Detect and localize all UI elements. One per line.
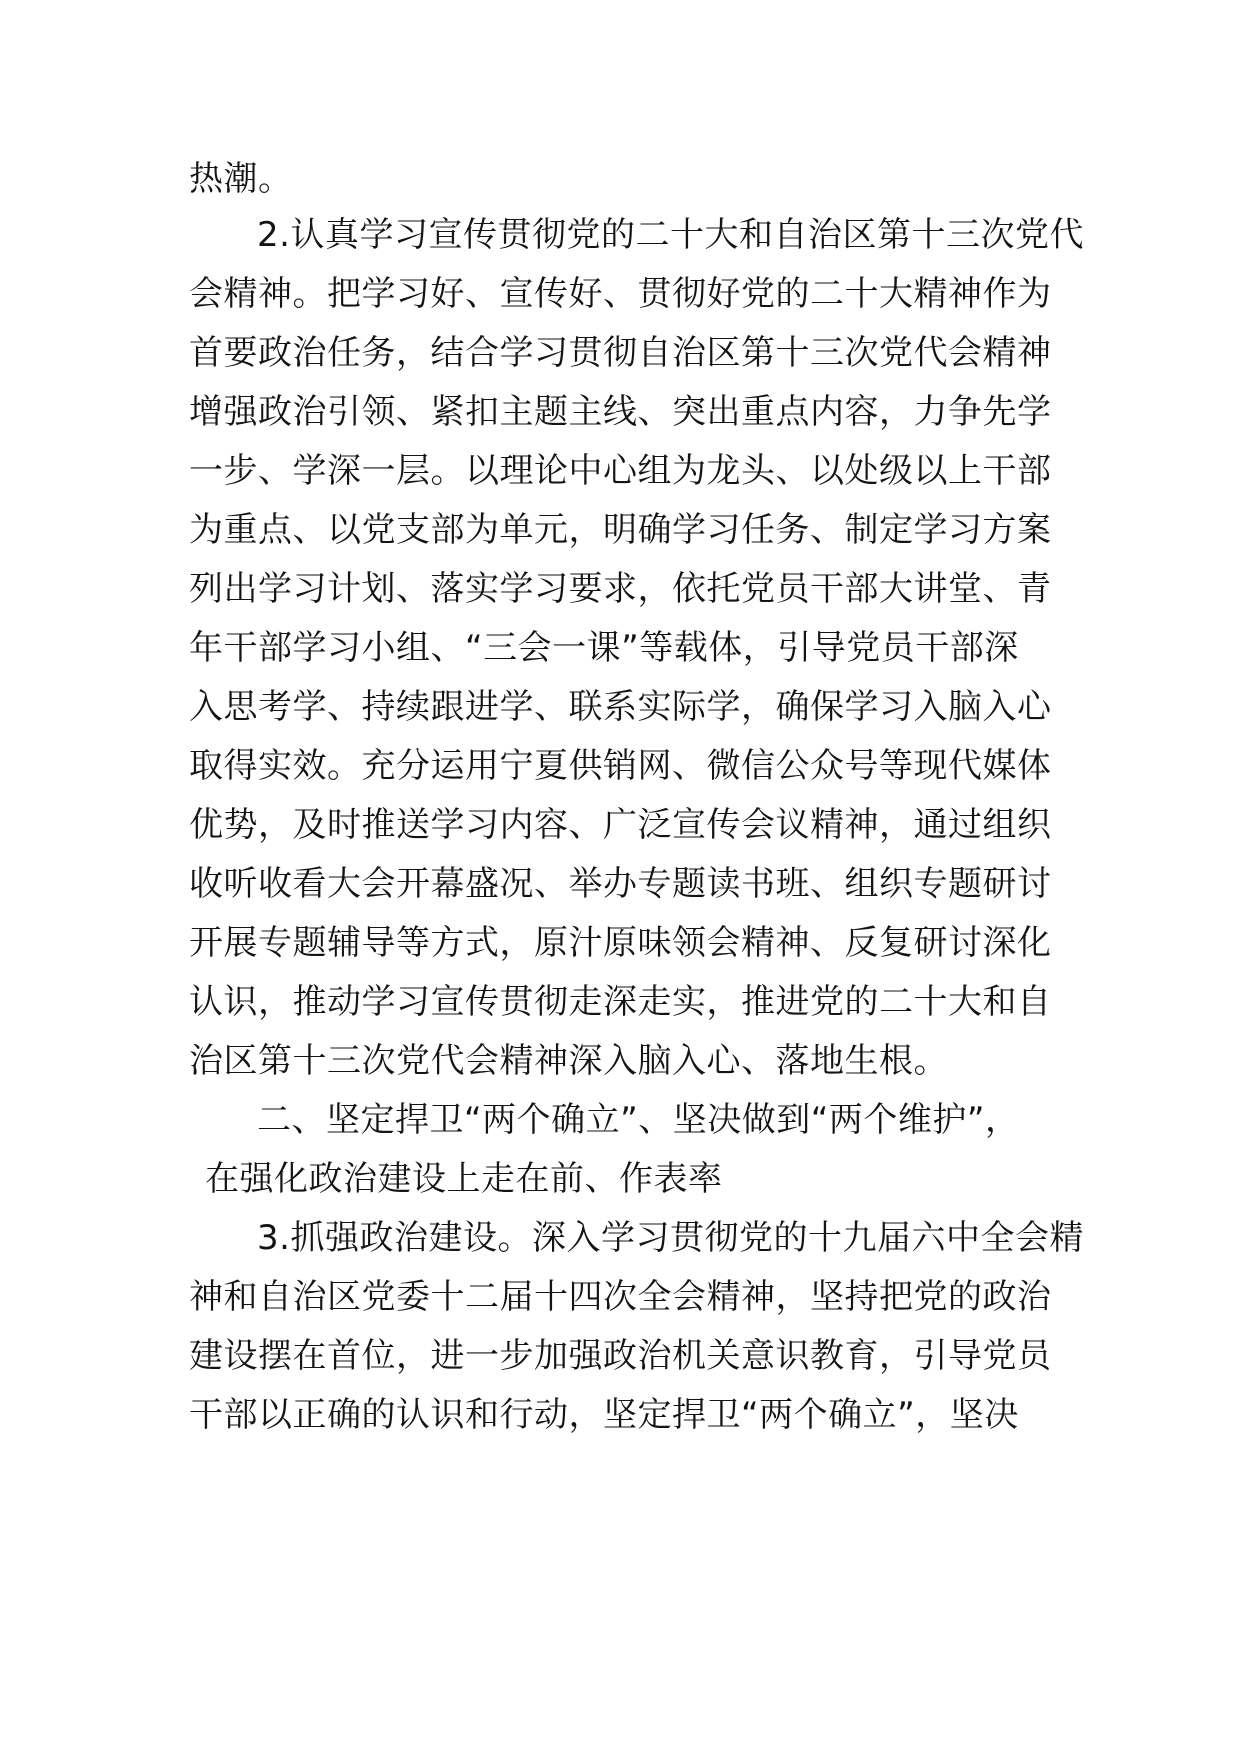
text-line-22: 干部以正确的认识和行动，坚定捍卫“两个确立”，坚决 <box>189 1395 1019 1435</box>
text-line-7: 为重点、以党支部为单元，明确学习任务、制定学习方案 <box>189 510 1052 550</box>
paragraph-2-heading-line: 2.认真学习宣传贯彻党的二十大和自治区第十三次党代 <box>257 215 1084 255</box>
text-line-6: 一步、学深一层。以理论中心组为龙头、以处级以上干部 <box>189 451 1052 491</box>
paragraph-3-heading-line: 3.抓强政治建设。深入学习贯彻党的十九届六中全会精 <box>257 1218 1084 1258</box>
text-line-5: 增强政治引领、紧扣主题主线、突出重点内容，力争先学 <box>189 392 1052 432</box>
text-line-11: 取得实效。充分运用宁夏供销网、微信公众号等现代媒体 <box>189 746 1052 786</box>
text-line-21: 建设摆在首位，进一步加强政治机关意识教育，引导党员 <box>189 1336 1052 1376</box>
text-line-15: 认识，推动学习宣传贯彻走深走实，推进党的二十大和自 <box>189 982 1052 1022</box>
section-heading-line-1: 二、坚定捍卫“两个确立”、坚决做到“两个维护”， <box>257 1100 1020 1140</box>
text-line-8: 列出学习计划、落实学习要求，依托党员干部大讲堂、青 <box>189 569 1052 609</box>
text-line-12: 优势，及时推送学习内容、广泛宣传会议精神，通过组织 <box>189 805 1052 845</box>
text-line-9: 年干部学习小组、“三会一课”等载体，引导党员干部深 <box>189 628 1019 668</box>
text-line-16: 治区第十三次党代会精神深入脑入心、落地生根。 <box>189 1041 948 1081</box>
text-line-20: 神和自治区党委十二届十四次全会精神，坚持把党的政治 <box>189 1277 1052 1317</box>
text-line-10: 入思考学、持续跟进学、联系实际学，确保学习入脑入心 <box>189 687 1052 727</box>
section-heading-line-2: 在强化政治建设上走在前、作表率 <box>205 1159 723 1199</box>
text-line-13: 收听收看大会开幕盛况、举办专题读书班、组织专题研讨 <box>189 864 1052 904</box>
text-line-4: 首要政治任务，结合学习贯彻自治区第十三次党代会精神 <box>189 333 1052 373</box>
text-line-3: 会精神。把学习好、宣传好、贯彻好党的二十大精神作为 <box>189 274 1052 314</box>
text-line-1: 热潮。 <box>189 159 293 199</box>
text-line-14: 开展专题辅导等方式，原汁原味领会精神、反复研讨深化 <box>189 923 1052 963</box>
